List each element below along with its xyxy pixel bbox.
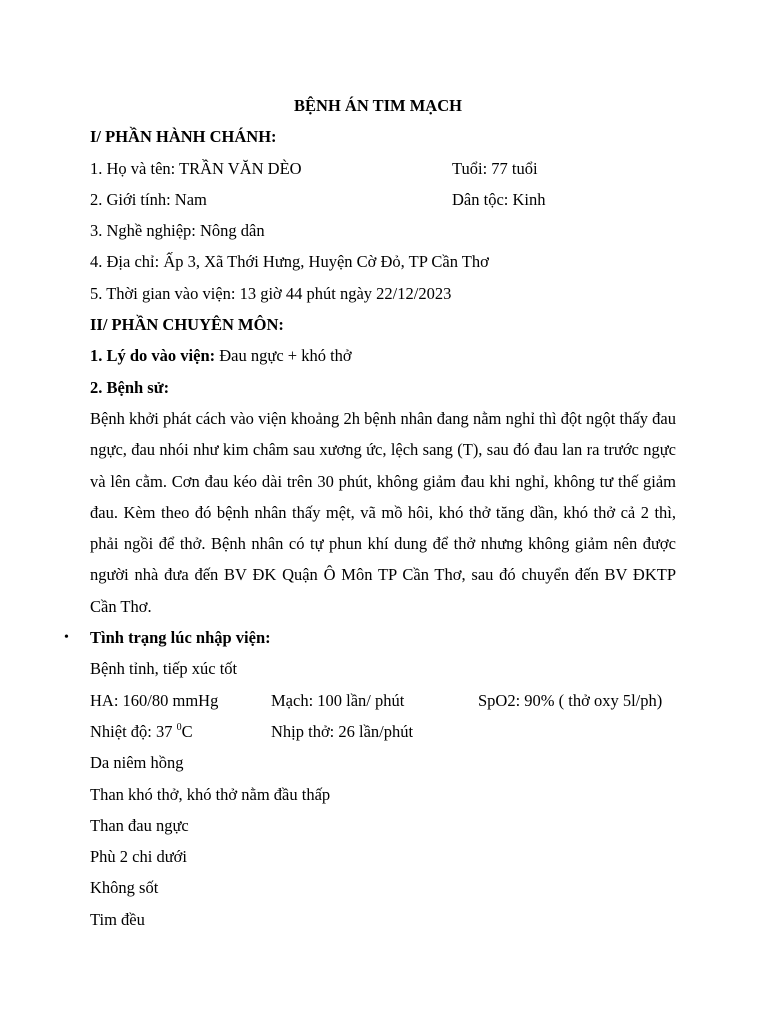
finding-item: Than khó thở, khó thở nằm đầu thấp — [90, 784, 331, 804]
reason-row — [90, 340, 676, 371]
admission-status-heading: Tình trạng lúc nhập viện: — [90, 628, 271, 648]
spo2: SpO2: 90% ( thở oxy 5l/ph) — [478, 690, 663, 710]
section-heading-administrative: I/ PHẦN HÀNH CHÁNH: — [90, 127, 277, 147]
document-title: BỆNH ÁN TIM MẠCH — [294, 96, 462, 115]
patient-address: 4. Địa chỉ: Ấp 3, Xã Thới Hưng, Huyện Cờ Đỏ, TP Cần Thơ — [90, 252, 489, 272]
reason-value: Đau ngực + khó thở — [215, 346, 352, 366]
admission-status-heading-row — [64, 622, 676, 653]
patient-name: 1. Họ và tên: TRẦN VĂN DÈO — [90, 158, 302, 178]
name-row — [90, 153, 676, 184]
patient-occupation: 3. Nghề nghiệp: Nông dân — [90, 221, 265, 241]
admission-time: 5. Thời gian vào viện: 13 giờ 44 phút ngày 22/12/2023 — [90, 283, 452, 303]
temperature-prefix: Nhiệt độ: 37 — [90, 721, 177, 741]
finding-item: Phù 2 chi dưới — [90, 847, 187, 867]
history-paragraph: Bệnh khởi phát cách vào viện khoảng 2h bệnh nhân đang nằm nghỉ thì đột ngột thấy đau ngực, đau nhói như kim châm sau xương ức, lệch sang (T), sau đó đau lan ra trước ngực và lên cằm. Cơn đau kéo dài trên 30 phút, không giảm đau khi nghỉ, không tư thế giảm đau. Kèm theo đó bệnh nhân thấy mệt, vã mồ hôi, khó thở tăng dần, khó thở cả 2 thì, phải ngồi để thở. Bệnh nhân có tự phun khí dung để thở nhưng không giảm nên được người nhà đưa đến BV ĐK Quận Ô Môn TP Cần Thơ, sau đó chuyển đến BV ĐKTP Cần Thơ. — [90, 408, 676, 616]
patient-ethnicity: Dân tộc: Kinh — [452, 189, 546, 209]
temperature-unit: C — [181, 721, 193, 741]
document-content — [64, 90, 676, 935]
vitals-row-2 — [90, 716, 676, 747]
finding-item: Tim đều — [90, 909, 145, 929]
finding-item: Không sốt — [90, 878, 159, 898]
gender-row — [90, 184, 676, 215]
respiratory-rate: Nhịp thở: 26 lần/phút — [271, 721, 414, 741]
vitals-row-1 — [90, 685, 676, 716]
history-label: 2. Bệnh sử: — [90, 377, 170, 397]
consciousness: Bệnh tỉnh, tiếp xúc tốt — [90, 659, 238, 679]
section-heading-professional: II/ PHẦN CHUYÊN MÔN: — [90, 315, 284, 335]
patient-age: Tuổi: 77 tuổi — [452, 158, 538, 178]
pulse: Mạch: 100 lần/ phút — [271, 690, 405, 710]
blood-pressure: HA: 160/80 mmHg — [90, 690, 219, 710]
temperature-degree: 0 — [176, 721, 182, 733]
finding-item: Da niêm hồng — [90, 753, 184, 773]
finding-item: Than đau ngực — [90, 815, 189, 835]
reason-label: 1. Lý do vào viện: — [90, 346, 216, 366]
patient-gender: 2. Giới tính: Nam — [90, 189, 207, 209]
temperature — [90, 722, 193, 741]
bullet-icon: • — [64, 630, 69, 646]
